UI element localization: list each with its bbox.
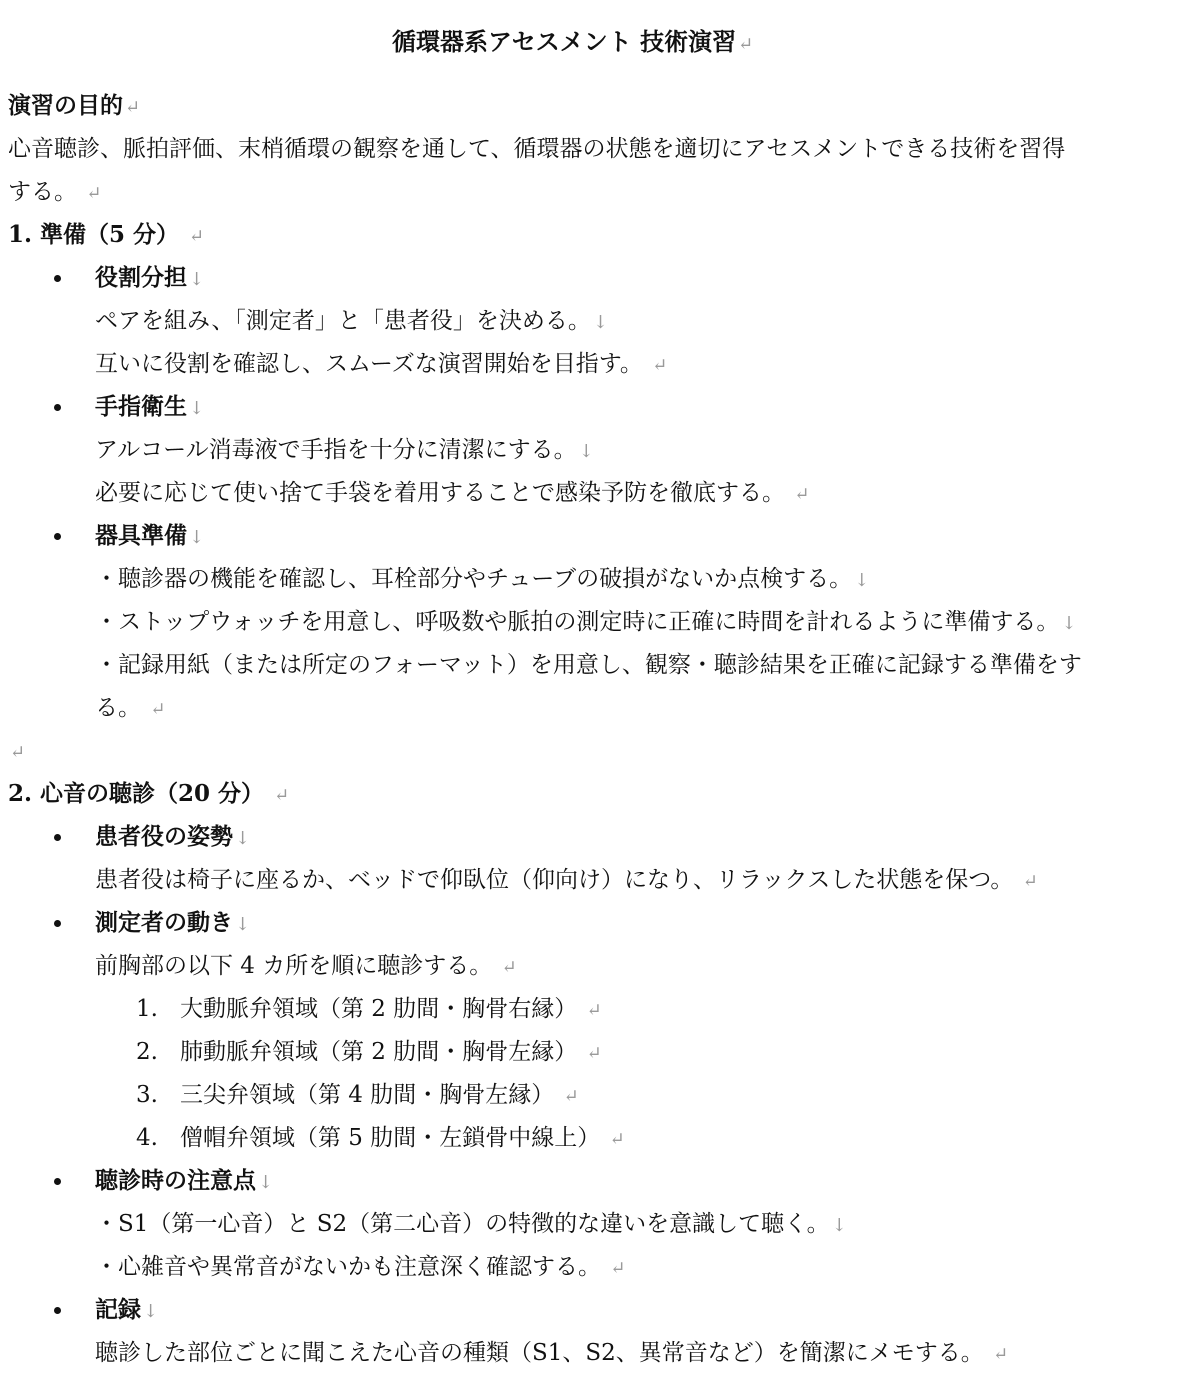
equipment-line4-text: る。 xyxy=(95,695,141,721)
cautions-line1-text: ・S1（第一心音）と S2（第二心音）の特徴的な違いを意識して聴く。 xyxy=(95,1211,830,1237)
paragraph-mark: ↵ xyxy=(610,1258,626,1279)
line-break-mark: ↓ xyxy=(592,312,608,333)
hygiene-line2-text: 必要に応じて使い捨て手袋を着用することで感染予防を徹底する。 xyxy=(95,480,785,506)
line-break-mark: ↓ xyxy=(831,1215,847,1236)
line-break-mark: ↓ xyxy=(189,527,205,548)
site-number: 4. xyxy=(136,1125,158,1151)
posture-label xyxy=(95,821,250,853)
paragraph-mark: ↵ xyxy=(586,1043,602,1064)
line-break-mark: ↓ xyxy=(189,398,205,419)
bullet-icon xyxy=(54,834,61,841)
examiner-label xyxy=(95,907,250,939)
purpose-text-line2 xyxy=(8,176,101,208)
bullet-icon xyxy=(54,533,61,540)
line-break-mark: ↓ xyxy=(143,1301,159,1322)
paragraph-mark: ↵ xyxy=(1022,871,1038,892)
role-label-text: 役割分担 xyxy=(95,264,187,291)
section2-heading xyxy=(8,778,289,810)
examiner-line1 xyxy=(95,950,517,982)
line-break-mark: ↓ xyxy=(258,1172,274,1193)
paragraph-mark: ↵ xyxy=(794,484,810,505)
equipment-line1 xyxy=(95,563,869,595)
cautions-line2-text: ・心雑音や異常音がないかも注意深く確認する。 xyxy=(95,1254,601,1280)
examiner-label-text: 測定者の動き xyxy=(95,909,233,936)
site-text: 僧帽弁領域（第 5 肋間・左鎖骨中線上） xyxy=(180,1125,601,1151)
title-text: 循環器系アセスメント 技術演習 xyxy=(392,27,737,56)
role-label xyxy=(95,262,204,294)
cautions-label xyxy=(95,1165,273,1197)
site-number: 2. xyxy=(136,1039,158,1065)
equipment-label-text: 器具準備 xyxy=(95,522,187,549)
line-break-mark: ↓ xyxy=(1061,613,1077,634)
hygiene-label xyxy=(95,391,204,423)
paragraph-mark: ↵ xyxy=(274,785,290,806)
role-line1 xyxy=(95,305,608,337)
posture-line1 xyxy=(95,864,1038,896)
record-line1 xyxy=(95,1337,1008,1369)
section1-heading xyxy=(8,219,204,251)
paragraph-mark: ↵ xyxy=(501,957,517,978)
bullet-icon xyxy=(54,275,61,282)
paragraph-mark: ↵ xyxy=(150,699,166,720)
purpose-text-line2-text: する。 xyxy=(8,179,77,205)
equipment-label xyxy=(95,520,204,552)
line-break-mark: ↓ xyxy=(235,828,251,849)
section1-heading-text: 1. 準備（5 分） xyxy=(8,221,180,248)
record-label xyxy=(95,1294,158,1326)
role-line2-text: 互いに役割を確認し、スムーズな演習開始を目指す。 xyxy=(95,351,643,377)
equipment-line2 xyxy=(95,606,1076,638)
paragraph-mark: ↵ xyxy=(609,1129,625,1150)
site-text: 三尖弁領域（第 4 肋間・胸骨左縁） xyxy=(180,1082,555,1108)
bullet-icon xyxy=(54,1307,61,1314)
posture-label-text: 患者役の姿勢 xyxy=(95,823,233,850)
paragraph-mark: ↵ xyxy=(652,355,668,376)
empty-paragraph xyxy=(8,735,25,767)
site-text: 大動脈弁領域（第 2 肋間・胸骨右縁） xyxy=(180,996,578,1022)
site-item xyxy=(136,1079,579,1111)
equipment-line1-text: ・聴診器の機能を確認し、耳栓部分やチューブの破損がないか点検する。 xyxy=(95,566,853,592)
bullet-icon xyxy=(54,404,61,411)
bullet-icon xyxy=(54,920,61,927)
site-item xyxy=(136,1122,625,1154)
record-line1-text: 聴診した部位ごとに聞こえた心音の種類（S1、S2、異常音など）を簡潔にメモする。 xyxy=(95,1340,984,1366)
site-item xyxy=(136,993,602,1025)
paragraph-mark: ↵ xyxy=(563,1086,579,1107)
purpose-text-line1: 心音聴診、脈拍評価、末梢循環の観察を通して、循環器の状態を適切にアセスメントできる技術を習得 xyxy=(8,136,1066,162)
line-break-mark: ↓ xyxy=(235,914,251,935)
document-title xyxy=(392,26,753,58)
paragraph-mark: ↵ xyxy=(189,226,205,247)
cautions-label-text: 聴診時の注意点 xyxy=(95,1167,256,1194)
purpose-heading xyxy=(8,90,140,122)
cautions-line1 xyxy=(95,1208,847,1240)
paragraph-mark: ↵ xyxy=(10,742,26,763)
site-number: 1. xyxy=(136,996,158,1022)
paragraph-mark: ↵ xyxy=(125,97,141,118)
line-break-mark: ↓ xyxy=(189,269,205,290)
equipment-line3: ・記録用紙（または所定のフォーマット）を用意し、観察・聴診結果を正確に記録する準備をす xyxy=(95,652,1082,678)
hygiene-line1 xyxy=(95,434,594,466)
line-break-mark: ↓ xyxy=(578,441,594,462)
section2-heading-text: 2. 心音の聴診（20 分） xyxy=(8,780,265,807)
equipment-line2-text: ・ストップウォッチを用意し、呼吸数や脈拍の測定時に正確に時間を計れるように準備する。 xyxy=(95,609,1060,635)
site-item xyxy=(136,1036,602,1068)
purpose-heading-text: 演習の目的 xyxy=(8,92,123,119)
bullet-icon xyxy=(54,1178,61,1185)
site-number: 3. xyxy=(136,1082,158,1108)
paragraph-mark: ↵ xyxy=(86,183,102,204)
cautions-line2 xyxy=(95,1251,625,1283)
paragraph-mark: ↵ xyxy=(993,1344,1009,1365)
site-text: 肺動脈弁領域（第 2 肋間・胸骨左縁） xyxy=(180,1039,578,1065)
hygiene-label-text: 手指衛生 xyxy=(95,393,187,420)
role-line2 xyxy=(95,348,667,380)
hygiene-line2 xyxy=(95,477,809,509)
record-label-text: 記録 xyxy=(95,1296,141,1323)
examiner-line1-text: 前胸部の以下 4 カ所を順に聴診する。 xyxy=(95,953,493,979)
role-line1-text: ペアを組み、「測定者」と「患者役」を決める。 xyxy=(95,308,591,334)
posture-line1-text: 患者役は椅子に座るか、ベッドで仰臥位（仰向け）になり、リラックスした状態を保つ。 xyxy=(95,867,1014,893)
paragraph-mark: ↵ xyxy=(586,1000,602,1021)
line-break-mark: ↓ xyxy=(854,570,870,591)
paragraph-mark: ↵ xyxy=(738,34,754,55)
hygiene-line1-text: アルコール消毒液で手指を十分に清潔にする。 xyxy=(95,437,577,463)
equipment-line4 xyxy=(95,692,165,724)
